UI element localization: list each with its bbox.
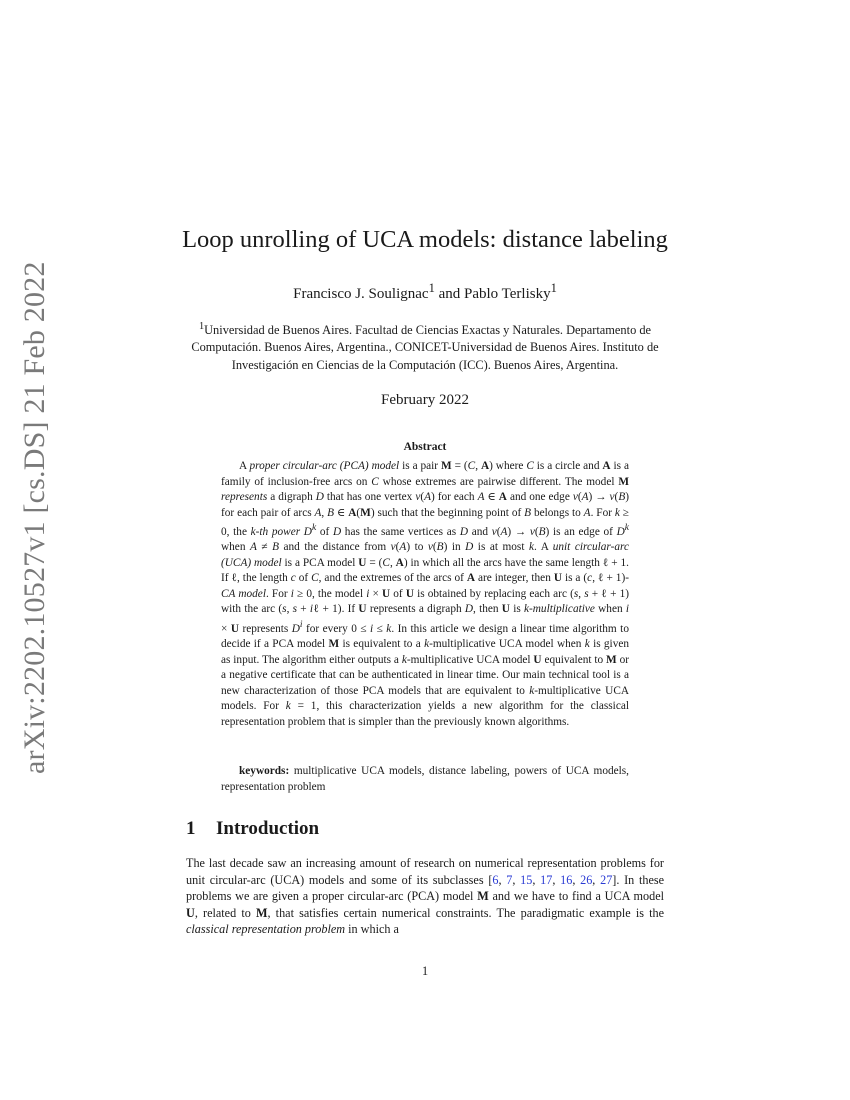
affiliation [180, 318, 670, 374]
affiliation-marker: 1 [198, 321, 205, 332]
citation-link[interactable]: 26 [580, 872, 593, 887]
section-heading [186, 818, 319, 840]
citation-link[interactable]: 15 [520, 872, 533, 887]
keywords-text: multiplicative UCA models, distance labeling, powers of UCA models, representation problem [221, 765, 629, 793]
paper-title: Loop unrolling of UCA models: distance labeling [182, 226, 668, 253]
affiliation-marker: 1 [428, 281, 435, 295]
publication-date: February 2022 [381, 392, 469, 408]
citation-link[interactable]: 6 [492, 872, 499, 887]
citation-link[interactable]: 27 [600, 872, 613, 887]
introduction-text: The last decade saw an increasing amount of research on numerical representation problems for unit circular-arc (UCA) models and some of its subclasses [6, 7, 15, 17, 16, 26, 27]. In these problems we are given a proper circular-arc (PCA) model M and we have to find a UCA model U, related to M, that satisfies certain numerical constraints. The paradigmatic example is the classical representation problem in which a [186, 856, 665, 937]
arxiv-identifier-stamp[interactable]: arXiv:2202.10527v1 [cs.DS] 21 Feb 2022 [18, 261, 51, 774]
citation-link[interactable]: 16 [560, 872, 573, 887]
section-title: Introduction [216, 818, 320, 839]
citation-link[interactable]: 17 [540, 872, 553, 887]
author-list [0, 281, 850, 303]
affiliation-text: Universidad de Buenos Aires. Facultad de Ciencias Exactas y Naturales. Departamento de Computación. Buenos Aires, Argentina., CONICET-Universidad de Buenos Aires. Instituto de Investigación en Ciencias de la Computación (ICC). Buenos Aires, Argentina. [191, 323, 659, 372]
page-number: 1 [421, 964, 429, 978]
keywords [221, 764, 629, 795]
abstract-heading: Abstract [403, 441, 447, 453]
abstract-body: A proper circular-arc (PCA) model is a pair M = (C, A) where C is a circle and A is a family of inclusion-free arcs on C whose extremes are pairwise different. The model M represents a digraph D that has one vertex v(A) for each A ∈ A and one edge v(A) → v(B) for each pair of arcs A, B ∈ A(M) such that the beginning point of B belongs to A. For k ≥ 0, the k-th power $D^k$ of D has the same vertices as D and v(A) → v(B) is an edge of $D^k$ when A ≠ B and the distance from v(A) to v(B) in D is at most k. A unit circular-arc (UCA) model is a PCA model U = (C, A) in which all the arcs have the same length ℓ + 1. If ℓ, the length c of C, and the extremes of the arcs of A are integer, then U is a (c, ℓ + 1)-CA model. For i ≥ 0, the model i × U of U is obtained by replacing each arc (s, s + ℓ + 1) with the arc (s, s + iℓ + 1). If U represents a digraph D, then U is k-multiplicative when i × U represents $D^i$ for every 0 ≤ i ≤ k. In this article we design a linear time algorithm to decide if a PCA model M is equivalent to a k-multiplicative UCA model when k is given as input. The algorithm either outputs a k-multiplicative UCA model U equivalent to M or a negative certificate that can be authenticated in linear time. Our main technical tool is a new characterization of those PCA models that are equivalent to k-multiplicative UCA models. For k = 1, this characterization yields a new algorithm for the classical representation problem that is simpler than the previously known algorithms. [221, 460, 630, 728]
author-name: Pablo Terlisky [463, 286, 551, 302]
citation-link[interactable]: 7 [506, 872, 513, 887]
keywords-label: keywords: [239, 765, 290, 777]
section-number: 1 [186, 818, 196, 839]
author-name: Francisco J. Soulignac [293, 286, 429, 302]
affiliation-marker: 1 [550, 281, 557, 295]
author-joiner: and [434, 286, 464, 302]
